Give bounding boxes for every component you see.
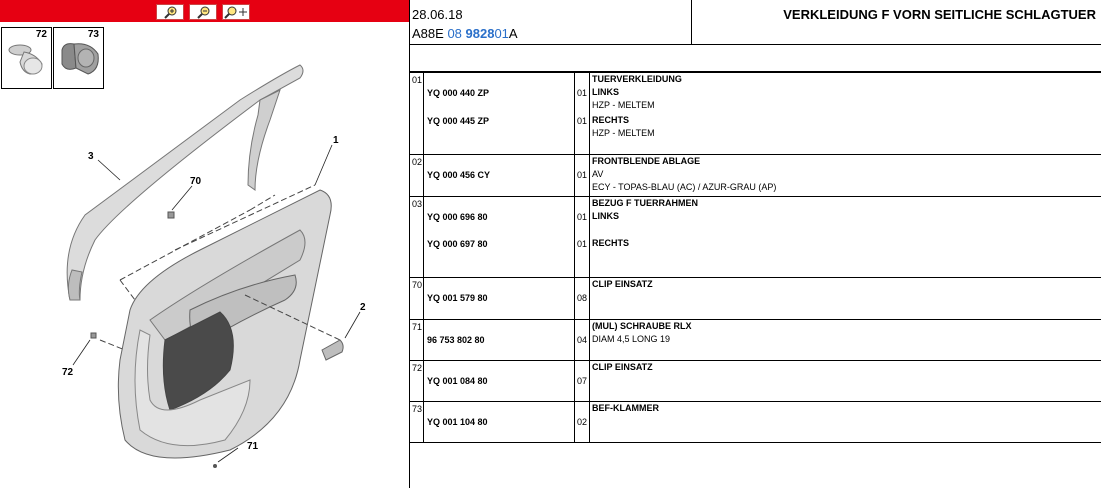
part-index: 71 (412, 322, 423, 332)
table-row[interactable] (410, 72, 1101, 154)
part-description: HZP - MELTEM (592, 128, 655, 138)
part-quantity: 01 (577, 88, 588, 98)
ref-link-group[interactable]: 08 (447, 26, 462, 41)
callout-71: 71 (247, 441, 259, 452)
part-reference[interactable]: YQ 001 579 80 (427, 293, 488, 303)
catalog-reference (412, 26, 518, 41)
part-description: AV (592, 169, 604, 179)
part-description: RECHTS (592, 115, 630, 125)
part-quantity: 01 (577, 170, 588, 180)
part-description: BEZUG F TUERRAHMEN (592, 198, 698, 208)
part-description: RECHTS (592, 238, 630, 248)
part-index: 73 (412, 404, 423, 414)
part-reference[interactable]: YQ 000 697 80 (427, 239, 488, 249)
page-title: VERKLEIDUNG F VORN SEITLICHE SCHLAGTUER (691, 0, 1101, 44)
ref-suffix: A (508, 26, 518, 41)
part-reference[interactable]: YQ 001 084 80 (427, 376, 488, 386)
table-bottom-border (410, 442, 1101, 443)
part-quantity: 01 (577, 239, 588, 249)
part-quantity: 04 (577, 335, 588, 345)
thumbnail-label: 73 (87, 29, 99, 40)
part-reference[interactable]: YQ 000 440 ZP (427, 88, 490, 98)
part-index: 02 (412, 157, 423, 167)
callout-70: 70 (190, 176, 202, 187)
part-quantity: 01 (577, 116, 588, 126)
table-row[interactable] (410, 319, 1101, 360)
header-divider (410, 44, 1101, 45)
part-index: 03 (412, 199, 423, 209)
exploded-view-diagram (0, 0, 409, 488)
thumbnail-label: 72 (35, 29, 47, 40)
part-description: TUERVERKLEIDUNG (592, 74, 682, 84)
ref-link-subsection[interactable]: 01 (494, 26, 509, 41)
callout-3: 3 (88, 151, 94, 162)
table-row[interactable] (410, 360, 1101, 401)
part-quantity: 08 (577, 293, 588, 303)
part-reference[interactable]: YQ 000 445 ZP (427, 116, 490, 126)
part-description: CLIP EINSATZ (592, 362, 653, 372)
diagram-panel (0, 0, 410, 488)
table-row[interactable] (410, 196, 1101, 277)
ref-prefix: A88E (412, 26, 444, 41)
part-quantity: 02 (577, 417, 588, 427)
parts-panel (410, 0, 1101, 488)
part-reference[interactable]: 96 753 802 80 (427, 335, 485, 345)
part-description: LINKS (592, 211, 619, 221)
table-row[interactable] (410, 277, 1101, 319)
part-reference[interactable]: YQ 001 104 80 (427, 417, 488, 427)
part-quantity: 01 (577, 212, 588, 222)
part-description: DIAM 4,5 LONG 19 (592, 334, 671, 344)
callout-1: 1 (333, 135, 339, 146)
table-row[interactable] (410, 154, 1101, 196)
part-description: LINKS (592, 87, 619, 97)
part-description: HZP - MELTEM (592, 100, 655, 110)
part-index: 72 (412, 363, 423, 373)
callout-72: 72 (62, 367, 74, 378)
part-index: 01 (412, 75, 423, 85)
part-description: ECY - TOPAS-BLAU (AC) / AZUR-GRAU (AP) (592, 182, 777, 192)
ref-link-section[interactable]: 9828 (465, 26, 495, 41)
part-quantity: 07 (577, 376, 588, 386)
part-description: CLIP EINSATZ (592, 279, 653, 289)
part-index: 70 (412, 280, 423, 290)
table-row[interactable] (410, 401, 1101, 442)
part-description: FRONTBLENDE ABLAGE (592, 156, 701, 166)
part-reference[interactable]: YQ 000 456 CY (427, 170, 491, 180)
callout-2: 2 (360, 302, 366, 313)
part-description: (MUL) SCHRAUBE RLX (592, 321, 692, 331)
part-description: BEF-KLAMMER (592, 403, 659, 413)
part-reference[interactable]: YQ 000 696 80 (427, 212, 488, 222)
catalog-date: 28.06.18 (412, 7, 463, 22)
